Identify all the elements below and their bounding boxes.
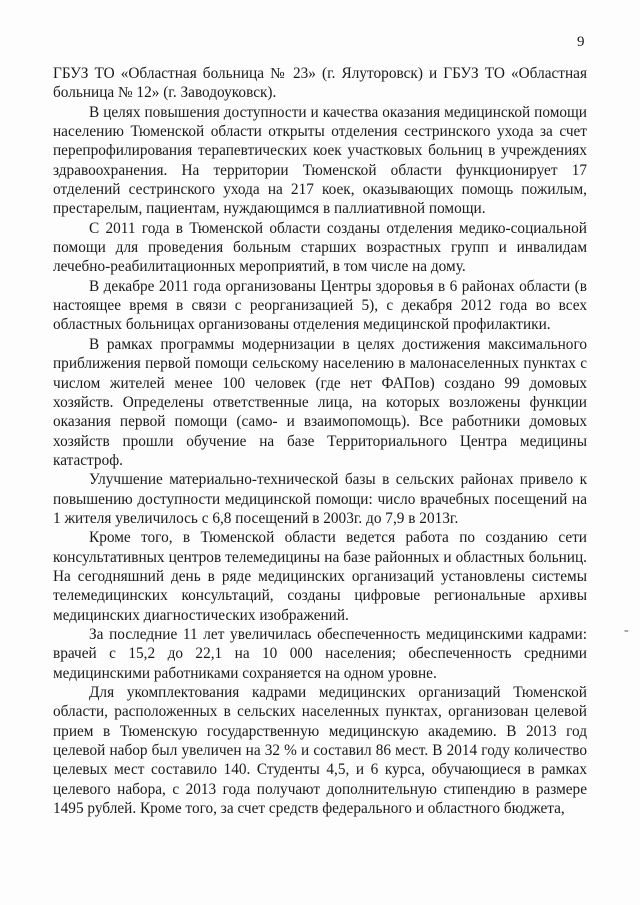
paragraph-nursing-care: В целях повышения доступности и качества оказания медицинской помощи населению Тюменской области открыты отделения сестринского ухода за счет перепрофилирования терапевтических коек участковых больниц в учреждениях здравоохранения. На территории Тюменской области функционирует 17 отделений сестринского ухода на 217 коек, оказывающих помощь пожилым, престарелым, пациентам, нуждающимся в паллиативной помощи. bbox=[53, 103, 587, 218]
paragraph-medical-social-help: С 2011 года в Тюменской области созданы отделения медико-социальной помощи для проведения больным старших возрастных групп и инвалидам лечебно-реабилитационных мероприятий, в том числе на дому. bbox=[53, 219, 587, 276]
paragraph-staffing: За последние 11 лет увеличилась обеспеченность медицинскими кадрами: врачей с 15,2 до 22,1 на 10 000 населения; обеспеченность средними медицинскими работниками сохраняется на одном уровне. bbox=[53, 625, 587, 682]
page-number: 9 bbox=[577, 34, 585, 50]
paragraph-targeted-admission: Для укомплектования кадрами медицинских организаций Тюменской области, расположенных в сельских населенных пунктах, организован целевой прием в Тюменскую государственную медицинскую академию. В 2013 год целевой набор был увеличен на 32 % и составил 86 мест. В 2014 году количество целевых мест составило 140. Студенты 4,5, и 6 курса, обучающиеся в рамках целевого набора, с 2013 года получают дополнительную стипендию в размере 1495 рублей. Кроме того, за счет средств федерального и областного бюджета, bbox=[53, 684, 587, 818]
body-text bbox=[53, 64, 587, 818]
paragraph-hospitals: ГБУЗ ТО «Областная больница № 23» (г. Ялуторовск) и ГБУЗ ТО «Областная больница № 12» (г. Заводоуковск). bbox=[53, 65, 587, 102]
margin-mark: - bbox=[624, 623, 629, 638]
paragraph-material-base: Улучшение материально-технической базы в сельских районах привело к повышению доступности медицинской помощи: число врачебных посещений на 1 жителя увеличилось с 6,8 посещений в 2003г. до 7,9 в 2013г. bbox=[53, 471, 587, 527]
paragraph-modernization: В рамках программы модернизации в целях достижения максимального приближения первой помощи сельскому населению в малонаселенных пунктах с числом жителей менее 100 человек (где нет ФАПов) создано 99 домовых хозяйств. Определены ответственные лица, на которых возложены функции оказания первой помощи (само- и взаимопомощь). Все работники домовых хозяйств прошли обучение на базе Территориального Центра медицины катастроф. bbox=[53, 335, 587, 469]
paragraph-telemedicine: Кроме того, в Тюменской области ведется работа по созданию сети консультативных центров телемедицины на базе районных и областных больниц. На сегодняшний день в ряде медицинских организаций установлены системы телемедицинских консультаций, созданы цифровые региональные архивы медицинских диагностических изображений. bbox=[53, 529, 587, 624]
paragraph-health-centers: В декабре 2011 года организованы Центры здоровья в 6 районах области (в настоящее время в связи с реорганизацией 5), с декабря 2012 года во всех областных больницах организованы отделения медицинской профилактики. bbox=[53, 277, 587, 334]
